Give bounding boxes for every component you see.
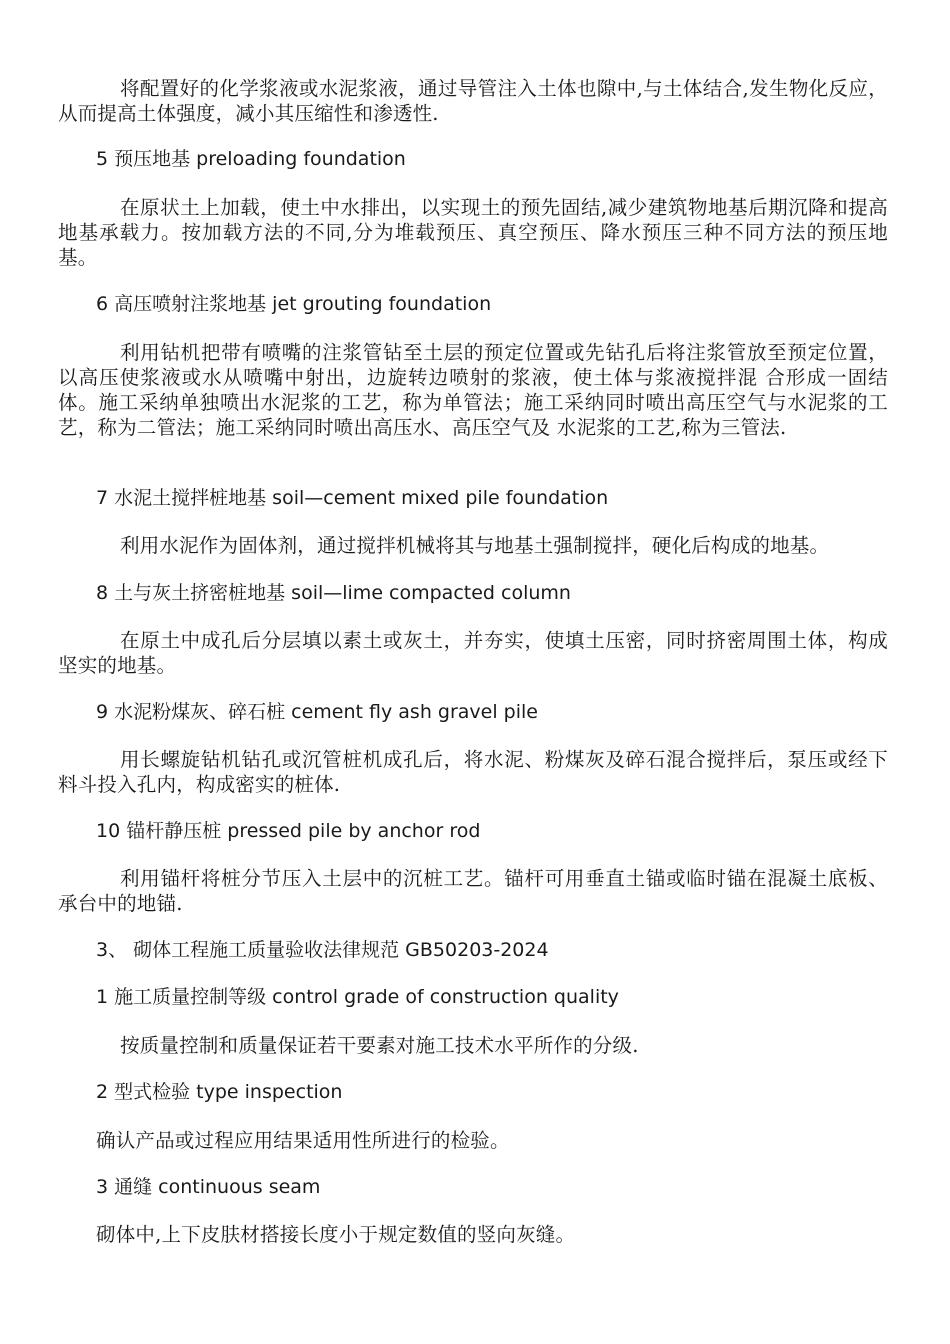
- paragraph-jet-grouting: 利用钻机把带有喷嘴的注浆管钻至土层的预定位置或先钻孔后将注浆管放至预定位置，以高压使浆液或水从喷嘴中射出，边旋转边喷射的浆液，使土体与浆液搅拌混 合形成一固结体。施工采纳单独喷出水泥浆的工艺，称为单管法；施工采纳同时喷出高压空气与水泥浆的工艺，称为二管法；施工采纳同时喷出高压水、高压空气及 水泥浆的工艺,称为三管法.: [58, 341, 888, 439]
- heading-control-grade: 1 施工质量控制等级 control grade of construction quality: [96, 986, 619, 1008]
- heading-anchor-pile: 10 锚杆静压桩 pressed pile by anchor rod: [96, 820, 481, 842]
- paragraph-anchor-pile: 利用锚杆将桩分节压入土层中的沉桩工艺。锚杆可用垂直土锚或临时锚在混凝土底板、承台中的地锚.: [58, 867, 888, 915]
- paragraph-continuous-seam: 砌体中,上下皮肤材搭接长度小于规定数值的竖向灰缝。: [96, 1223, 576, 1246]
- paragraph-control-grade: 按质量控制和质量保证若干要素对施工技术水平所作的分级.: [120, 1034, 639, 1057]
- heading-jet-grouting: 6 高压喷射注浆地基 jet grouting foundation: [96, 293, 492, 315]
- paragraph-preloading: 在原状土上加载，使土中水排出，以实现土的预先固结,减少建筑物地基后期沉降和提高地基承载力。按加载方法的不同,分为堆载预压、真空预压、降水预压三种不同方法的预压地基。: [58, 196, 888, 269]
- heading-soil-cement-pile: 7 水泥土搅拌桩地基 soil—cement mixed pile foundation: [96, 487, 609, 509]
- paragraph-soil-cement-pile: 利用水泥作为固体剂，通过搅拌机械将其与地基土强制搅拌，硬化后构成的地基。: [120, 534, 830, 557]
- heading-preloading-foundation: 5 预压地基 preloading foundation: [96, 148, 406, 170]
- heading-type-inspection: 2 型式检验 type inspection: [96, 1081, 343, 1103]
- paragraph-cfg-pile: 用长螺旋钻机钻孔或沉管桩机成孔后，将水泥、粉煤灰及碎石混合搅拌后，泵压或经下料斗投入孔内，构成密实的桩体.: [58, 748, 888, 796]
- paragraph-chemical-grouting: 将配置好的化学浆液或水泥浆液，通过导管注入土体也隙中,与土体结合,发生物化反应，从而提高土体强度，减小其压缩性和渗透性.: [58, 77, 888, 125]
- paragraph-type-inspection: 确认产品或过程应用结果适用性所进行的检验。: [96, 1129, 510, 1152]
- paragraph-soil-lime-column: 在原土中成孔后分层填以素土或灰土，并夯实，使填土压密，同时挤密周围土体，构成坚实的地基。: [58, 629, 888, 677]
- heading-continuous-seam: 3 通缝 continuous seam: [96, 1176, 321, 1198]
- heading-soil-lime-column: 8 土与灰土挤密桩地基 soil—lime compacted column: [96, 582, 571, 604]
- heading-masonry-code: 3、 砌体工程施工质量验收法律规范 GB50203-2024: [96, 939, 549, 961]
- heading-cfg-pile: 9 水泥粉煤灰、碎石桩 cement fly ash gravel pile: [96, 701, 538, 723]
